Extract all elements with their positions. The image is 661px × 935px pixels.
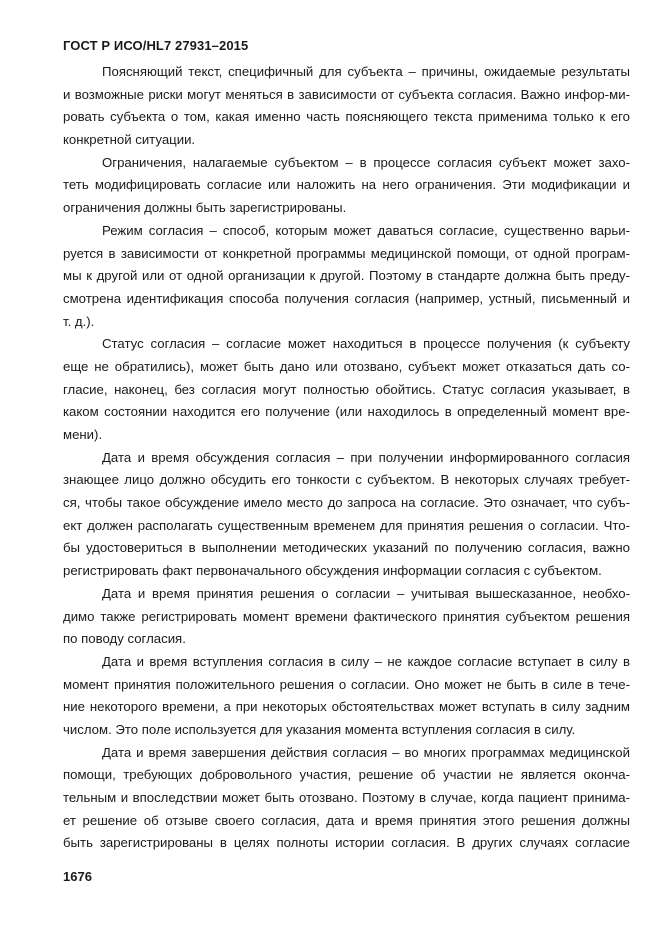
text-line: мы к другой или от одной организации к другой. Поэтому в стандарте должна быть преду- bbox=[63, 268, 630, 284]
text-line: тельным и впоследствии может быть отозвано. Поэтому в случае, когда пациент принима- bbox=[63, 790, 630, 805]
page-number: 1676 bbox=[63, 869, 92, 884]
text-line: Поясняющий текст, специфичный для субъекта – причины, ожидаемые результаты bbox=[102, 64, 630, 79]
paragraph bbox=[63, 651, 630, 742]
text-line: теть модифицировать согласие или наложить на него ограничения. Эти модификации и bbox=[63, 177, 630, 193]
text-line: Статус согласия – согласие может находиться в процессе получения (к субъекту bbox=[102, 336, 630, 352]
text-line: регистрировать факт первоначального обсуждения информации согласия с субъектом. bbox=[63, 563, 602, 579]
paragraph bbox=[63, 220, 630, 333]
text-line: ровать субъекта о том, какая именно часть поясняющего текста применима только к его bbox=[63, 109, 630, 125]
text-line: момент принятия положительного решения о согласии. Оно может не быть в силе в тече- bbox=[63, 676, 630, 692]
text-line: руется в зависимости от конкретной программы медицинской помощи, от одной програм- bbox=[63, 245, 630, 261]
text-line: по поводу согласия. bbox=[63, 631, 186, 647]
text-line: мени). bbox=[63, 427, 103, 442]
text-line: Дата и время вступления согласия в силу – не каждое согласие вступает в силу в bbox=[102, 653, 630, 669]
text-line: димо также регистрировать момент времени фактического принятия субъектом решения bbox=[63, 608, 630, 624]
paragraph bbox=[63, 61, 630, 152]
text-line: еще не обратились), может быть дано или отозвано, субъект может отказаться дать со- bbox=[63, 358, 630, 374]
text-line: Режим согласия – способ, которым может даваться согласие, существенно варьи- bbox=[102, 222, 630, 238]
text-line: Дата и время принятия решения о согласии – учитывая вышесказанное, необхо- bbox=[102, 585, 630, 601]
text-line: и возможные риски могут меняться в зависимости от субъекта согласия. Важно инфор-ми- bbox=[63, 86, 630, 102]
text-line: бы удостовериться в выполнении методических указаний по получению согласия, важно bbox=[63, 540, 630, 556]
text-line: смотрена идентификация способа получения согласия (например, устный, письменный и bbox=[63, 290, 630, 306]
text-line: быть зарегистрированы в целях полноты истории согласия. В других случаях согласие bbox=[63, 835, 630, 851]
text-line: Ограничения, налагаемые субъектом – в процессе согласия субъект может захо- bbox=[102, 154, 630, 170]
text-line: Дата и время обсуждения согласия – при получении информированного согласия bbox=[102, 449, 630, 465]
text-line: конкретной ситуации. bbox=[63, 132, 196, 148]
text-line: т. д.). bbox=[63, 313, 95, 329]
body-text bbox=[63, 61, 630, 855]
text-line: ект должен располагать существенным временем для принятия решения о согласии. Что- bbox=[63, 517, 630, 533]
paragraph bbox=[63, 583, 630, 651]
text-line: знающее лицо должно обсудить его тонкости с субъектом. В некоторых случаях требует- bbox=[63, 472, 630, 488]
text-line: гласие, наконец, без согласия могут полностью обойтись. Статус согласия указывает, в bbox=[63, 381, 630, 397]
text-line: ограничения должны быть зарегистрированы. bbox=[63, 200, 347, 216]
standard-header: ГОСТ Р ИСО/HL7 27931–2015 bbox=[63, 38, 249, 53]
text-line: ся, чтобы такое обсуждение имело место до запроса на согласие. Это означает, что субъ- bbox=[63, 495, 630, 511]
text-line: числом. Это поле используется для указания момента вступления согласия в силу. bbox=[63, 721, 576, 737]
text-line: ние некоторого времени, а при некоторых обстоятельствах может вступать в силу задним bbox=[63, 699, 630, 715]
text-line: каком состоянии находится его получение (или находилось в определенный момент вре- bbox=[63, 404, 630, 420]
paragraph bbox=[63, 152, 630, 220]
text-line: Дата и время завершения действия согласия – во многих программах медицинской bbox=[102, 744, 630, 760]
text-line: помощи, требующих добровольного участия, решение об участии не является оконча- bbox=[63, 767, 630, 783]
paragraph bbox=[63, 742, 630, 855]
text-line: ет решение об отзыве своего согласия, дата и время принятия этого решения должны bbox=[63, 812, 630, 828]
paragraph bbox=[63, 333, 630, 446]
paragraph bbox=[63, 447, 630, 583]
